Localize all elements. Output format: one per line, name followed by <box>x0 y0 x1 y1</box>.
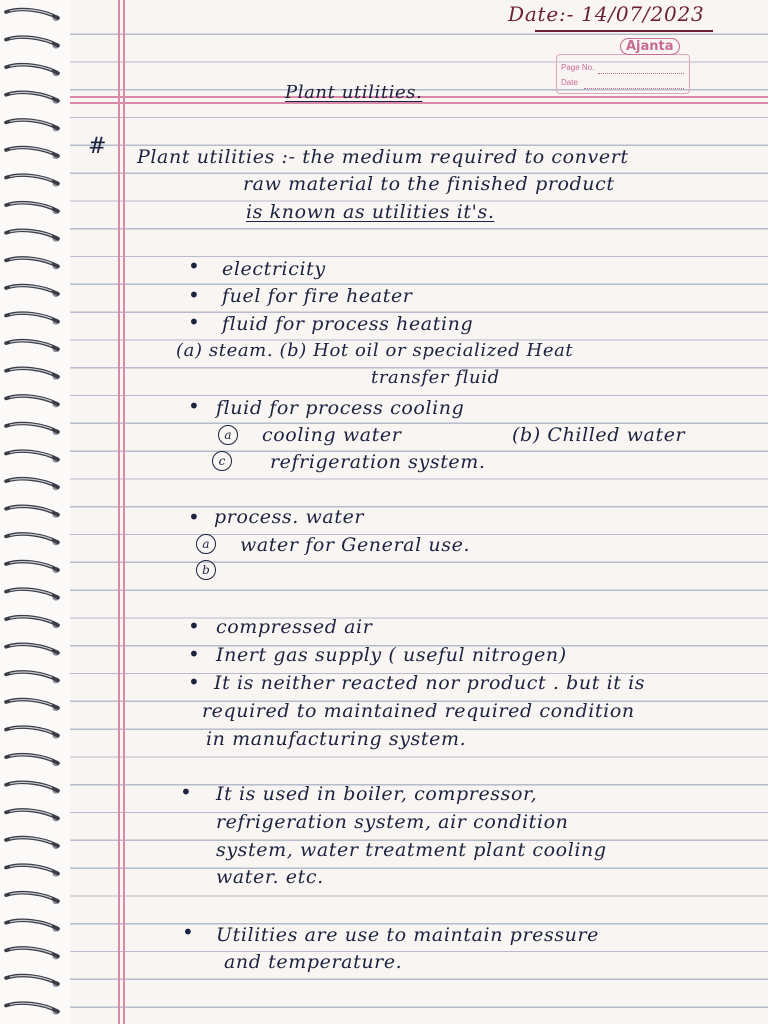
used-in-line-4: water. etc. <box>216 866 324 888</box>
item-process-water: process. water <box>214 506 365 528</box>
margin-line-right <box>123 0 125 1024</box>
water-general-use: water for General use. <box>240 534 471 556</box>
bullet: • <box>188 614 200 638</box>
stamp-date-line <box>584 88 684 89</box>
item-electricity: electricity <box>222 258 326 280</box>
stamp-date-label: Date <box>561 78 578 87</box>
marker-a: a <box>196 534 216 554</box>
cooling-water: cooling water <box>262 424 402 446</box>
bullet: • <box>188 642 200 666</box>
page-no-label: Page No. <box>561 63 595 72</box>
item-fuel: fuel for fire heater <box>222 285 413 307</box>
bullet: • <box>188 505 200 529</box>
date-heading: Date:- 14/07/2023 <box>508 2 705 26</box>
spiral-binding <box>0 0 70 1024</box>
marker-a: a <box>218 425 238 445</box>
definition-line-2: raw material to the finished product <box>243 173 615 195</box>
bullet: • <box>188 394 200 418</box>
used-in-line-2: refrigeration system, air condition <box>216 811 569 833</box>
heating-options-cont: transfer fluid <box>371 367 500 388</box>
inert-note-line-3: in manufacturing system. <box>206 728 467 750</box>
used-in-line-1: It is used in boiler, compressor, <box>216 783 538 805</box>
chilled-water: (b) Chilled water <box>512 424 686 446</box>
bullet: • <box>188 310 200 334</box>
margin-line-left <box>118 0 120 1024</box>
marker-c: c <box>212 451 232 471</box>
purpose-line-1: Utilities are use to maintain pressure <box>216 924 600 946</box>
brand-logo: Ajanta <box>620 38 680 55</box>
bullet: • <box>188 283 200 307</box>
date-underline <box>535 30 713 32</box>
item-compressed-air: compressed air <box>216 616 373 638</box>
hash-marker: # <box>88 134 108 159</box>
item-inert-gas: Inert gas supply ( useful nitrogen) <box>216 644 567 666</box>
bullet: • <box>188 254 200 278</box>
heating-options: (a) steam. (b) Hot oil or specialized Heat <box>176 340 574 361</box>
item-process-cooling: fluid for process cooling <box>216 397 465 419</box>
bullet: • <box>188 670 200 694</box>
inert-note-line-1: It is neither reacted nor product . but it is <box>214 672 646 694</box>
inert-note-line-2: required to maintained required condition <box>202 700 635 722</box>
definition-line-1: Plant utilities :- the medium required to convert <box>137 146 629 168</box>
refrigeration-system: refrigeration system. <box>270 451 486 473</box>
bullet: • <box>182 920 194 944</box>
item-process-heating: fluid for process heating <box>222 313 474 335</box>
bullet: • <box>180 780 192 804</box>
marker-b: b <box>196 560 216 580</box>
page-no-line <box>598 73 684 74</box>
definition-line-3: is known as utilities it's. <box>246 201 495 223</box>
purpose-line-2: and temperature. <box>224 951 403 973</box>
page-title: Plant utilities. <box>285 82 423 103</box>
used-in-line-3: system, water treatment plant cooling <box>216 839 607 861</box>
